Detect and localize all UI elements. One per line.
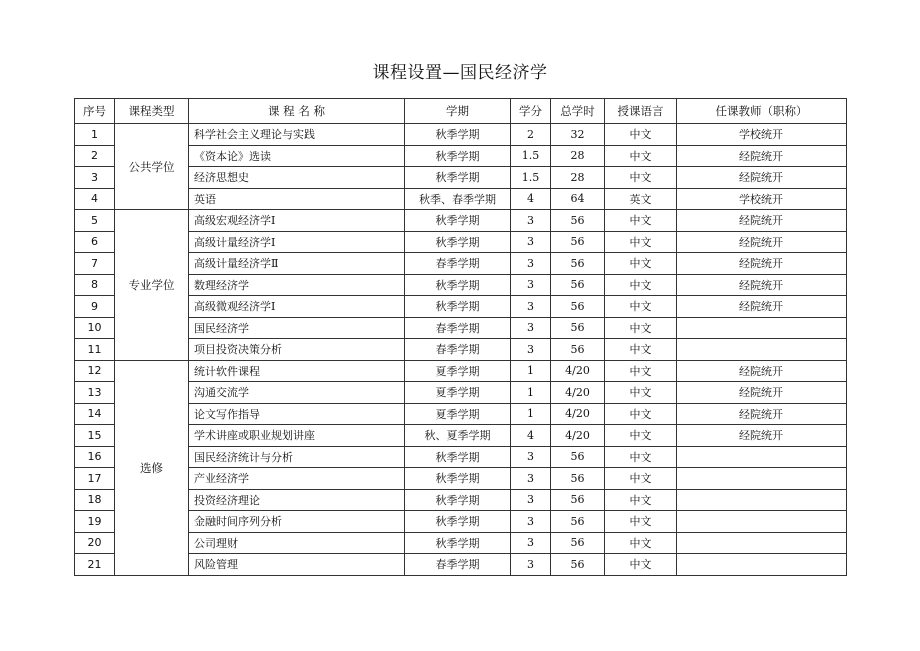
course-name: 科学社会主义理论与实践 xyxy=(189,124,405,146)
course-credit: 3 xyxy=(511,489,551,511)
course-credit: 3 xyxy=(511,210,551,232)
course-name: 数理经济学 xyxy=(189,274,405,296)
course-term: 秋季学期 xyxy=(405,532,511,554)
course-term: 秋季学期 xyxy=(405,468,511,490)
course-credit: 1.5 xyxy=(511,145,551,167)
course-teacher xyxy=(677,554,847,576)
course-name: 学术讲座或职业规划讲座 xyxy=(189,425,405,447)
table-row xyxy=(75,339,847,361)
course-name: 产业经济学 xyxy=(189,468,405,490)
course-hours: 56 xyxy=(551,296,605,318)
course-language: 中文 xyxy=(605,382,677,404)
course-category: 选修 xyxy=(115,360,189,575)
row-number: 2 xyxy=(75,145,115,167)
course-teacher: 经院统开 xyxy=(677,425,847,447)
course-credit: 3 xyxy=(511,274,551,296)
table-header-row xyxy=(75,99,847,124)
course-term: 秋季、春季学期 xyxy=(405,188,511,210)
table-row xyxy=(75,296,847,318)
course-teacher xyxy=(677,317,847,339)
course-teacher: 经院统开 xyxy=(677,382,847,404)
course-language: 英文 xyxy=(605,188,677,210)
table-row xyxy=(75,167,847,189)
course-hours: 56 xyxy=(551,532,605,554)
course-language: 中文 xyxy=(605,446,677,468)
course-name: 统计软件课程 xyxy=(189,360,405,382)
course-hours: 56 xyxy=(551,554,605,576)
course-name: 风险管理 xyxy=(189,554,405,576)
row-number: 8 xyxy=(75,274,115,296)
course-term: 春季学期 xyxy=(405,253,511,275)
course-term: 夏季学期 xyxy=(405,403,511,425)
course-name: 英语 xyxy=(189,188,405,210)
course-language: 中文 xyxy=(605,425,677,447)
course-teacher xyxy=(677,446,847,468)
course-hours: 56 xyxy=(551,274,605,296)
course-teacher: 经院统开 xyxy=(677,274,847,296)
table-row xyxy=(75,124,847,146)
course-language: 中文 xyxy=(605,339,677,361)
course-name: 论文写作指导 xyxy=(189,403,405,425)
course-hours: 56 xyxy=(551,339,605,361)
course-category: 专业学位 xyxy=(115,210,189,361)
course-term: 夏季学期 xyxy=(405,382,511,404)
course-term: 秋季学期 xyxy=(405,511,511,533)
course-term: 秋季学期 xyxy=(405,446,511,468)
course-name: 国民经济学 xyxy=(189,317,405,339)
course-language: 中文 xyxy=(605,511,677,533)
course-credit: 1 xyxy=(511,382,551,404)
course-term: 春季学期 xyxy=(405,554,511,576)
course-credit: 4 xyxy=(511,425,551,447)
course-language: 中文 xyxy=(605,167,677,189)
course-name: 经济思想史 xyxy=(189,167,405,189)
course-term: 秋季学期 xyxy=(405,489,511,511)
header-teacher: 任课教师（职称） xyxy=(677,99,847,124)
course-hours: 4/20 xyxy=(551,360,605,382)
course-credit: 3 xyxy=(511,554,551,576)
page-title: 课程设置—国民经济学 xyxy=(372,63,548,83)
table-row xyxy=(75,253,847,275)
course-term: 夏季学期 xyxy=(405,360,511,382)
course-hours: 4/20 xyxy=(551,382,605,404)
course-credit: 4 xyxy=(511,188,551,210)
course-teacher: 经院统开 xyxy=(677,145,847,167)
course-credit: 3 xyxy=(511,339,551,361)
header-credit: 学分 xyxy=(511,99,551,124)
course-hours: 56 xyxy=(551,489,605,511)
header-category: 课程类型 xyxy=(115,99,189,124)
course-teacher: 经院统开 xyxy=(677,167,847,189)
row-number: 20 xyxy=(75,532,115,554)
row-number: 4 xyxy=(75,188,115,210)
table-row xyxy=(75,210,847,232)
course-name: 公司理财 xyxy=(189,532,405,554)
table-row xyxy=(75,188,847,210)
course-hours: 32 xyxy=(551,124,605,146)
course-teacher xyxy=(677,339,847,361)
table-row xyxy=(75,145,847,167)
course-credit: 3 xyxy=(511,296,551,318)
course-name: 高级微观经济学Ⅰ xyxy=(189,296,405,318)
table-row xyxy=(75,554,847,576)
table-row xyxy=(75,532,847,554)
course-credit: 1.5 xyxy=(511,167,551,189)
row-number: 7 xyxy=(75,253,115,275)
course-hours: 28 xyxy=(551,145,605,167)
course-category: 公共学位 xyxy=(115,124,189,210)
course-name: 高级计量经济学Ⅰ xyxy=(189,231,405,253)
course-language: 中文 xyxy=(605,317,677,339)
course-hours: 56 xyxy=(551,210,605,232)
course-name: 《资本论》选读 xyxy=(189,145,405,167)
course-teacher xyxy=(677,532,847,554)
course-hours: 4/20 xyxy=(551,425,605,447)
row-number: 21 xyxy=(75,554,115,576)
row-number: 9 xyxy=(75,296,115,318)
course-hours: 56 xyxy=(551,511,605,533)
row-number: 5 xyxy=(75,210,115,232)
course-credit: 3 xyxy=(511,468,551,490)
table-row xyxy=(75,231,847,253)
course-term: 秋季学期 xyxy=(405,231,511,253)
course-term: 秋季学期 xyxy=(405,145,511,167)
course-term: 春季学期 xyxy=(405,317,511,339)
course-language: 中文 xyxy=(605,145,677,167)
course-credit: 1 xyxy=(511,360,551,382)
course-credit: 3 xyxy=(511,231,551,253)
header-language: 授课语言 xyxy=(605,99,677,124)
course-language: 中文 xyxy=(605,210,677,232)
course-language: 中文 xyxy=(605,403,677,425)
course-hours: 4/20 xyxy=(551,403,605,425)
course-language: 中文 xyxy=(605,124,677,146)
course-hours: 56 xyxy=(551,446,605,468)
table-row xyxy=(75,274,847,296)
course-hours: 56 xyxy=(551,317,605,339)
header-seq: 序号 xyxy=(75,99,115,124)
course-name: 高级计量经济学Ⅱ xyxy=(189,253,405,275)
course-credit: 3 xyxy=(511,253,551,275)
table-row xyxy=(75,468,847,490)
table-row xyxy=(75,403,847,425)
course-language: 中文 xyxy=(605,489,677,511)
course-term: 秋季学期 xyxy=(405,296,511,318)
table-body xyxy=(75,124,847,576)
row-number: 16 xyxy=(75,446,115,468)
course-name: 高级宏观经济学Ⅰ xyxy=(189,210,405,232)
course-language: 中文 xyxy=(605,253,677,275)
row-number: 14 xyxy=(75,403,115,425)
header-hours: 总学时 xyxy=(551,99,605,124)
course-hours: 56 xyxy=(551,468,605,490)
course-name: 金融时间序列分析 xyxy=(189,511,405,533)
course-language: 中文 xyxy=(605,360,677,382)
course-teacher xyxy=(677,511,847,533)
course-name: 国民经济统计与分析 xyxy=(189,446,405,468)
course-term: 春季学期 xyxy=(405,339,511,361)
course-term: 秋季学期 xyxy=(405,124,511,146)
course-language: 中文 xyxy=(605,231,677,253)
course-hours: 56 xyxy=(551,253,605,275)
row-number: 11 xyxy=(75,339,115,361)
course-hours: 56 xyxy=(551,231,605,253)
table-row xyxy=(75,489,847,511)
course-teacher xyxy=(677,489,847,511)
course-name: 项目投资决策分析 xyxy=(189,339,405,361)
table-row xyxy=(75,317,847,339)
row-number: 10 xyxy=(75,317,115,339)
course-term: 秋季学期 xyxy=(405,210,511,232)
course-hours: 28 xyxy=(551,167,605,189)
course-language: 中文 xyxy=(605,554,677,576)
course-credit: 3 xyxy=(511,446,551,468)
table-row xyxy=(75,511,847,533)
course-term: 秋季学期 xyxy=(405,274,511,296)
course-language: 中文 xyxy=(605,274,677,296)
course-teacher: 经院统开 xyxy=(677,231,847,253)
course-teacher: 经院统开 xyxy=(677,403,847,425)
row-number: 19 xyxy=(75,511,115,533)
course-language: 中文 xyxy=(605,468,677,490)
course-term: 秋季学期 xyxy=(405,167,511,189)
course-language: 中文 xyxy=(605,532,677,554)
table-row xyxy=(75,425,847,447)
table-row xyxy=(75,360,847,382)
course-credit: 2 xyxy=(511,124,551,146)
course-credit: 1 xyxy=(511,403,551,425)
course-teacher: 经院统开 xyxy=(677,253,847,275)
row-number: 15 xyxy=(75,425,115,447)
row-number: 12 xyxy=(75,360,115,382)
course-table xyxy=(74,98,847,576)
course-credit: 3 xyxy=(511,532,551,554)
course-teacher: 学校统开 xyxy=(677,188,847,210)
table-row xyxy=(75,382,847,404)
course-teacher: 经院统开 xyxy=(677,296,847,318)
course-name: 投资经济理论 xyxy=(189,489,405,511)
course-language: 中文 xyxy=(605,296,677,318)
row-number: 3 xyxy=(75,167,115,189)
course-teacher: 学校统开 xyxy=(677,124,847,146)
row-number: 1 xyxy=(75,124,115,146)
row-number: 6 xyxy=(75,231,115,253)
course-teacher xyxy=(677,468,847,490)
table-row xyxy=(75,446,847,468)
course-name: 沟通交流学 xyxy=(189,382,405,404)
course-credit: 3 xyxy=(511,511,551,533)
course-teacher: 经院统开 xyxy=(677,210,847,232)
course-term: 秋、夏季学期 xyxy=(405,425,511,447)
row-number: 13 xyxy=(75,382,115,404)
header-course-name: 课 程 名 称 xyxy=(189,99,405,124)
course-teacher: 经院统开 xyxy=(677,360,847,382)
course-credit: 3 xyxy=(511,317,551,339)
row-number: 17 xyxy=(75,468,115,490)
row-number: 18 xyxy=(75,489,115,511)
header-term: 学期 xyxy=(405,99,511,124)
course-hours: 64 xyxy=(551,188,605,210)
